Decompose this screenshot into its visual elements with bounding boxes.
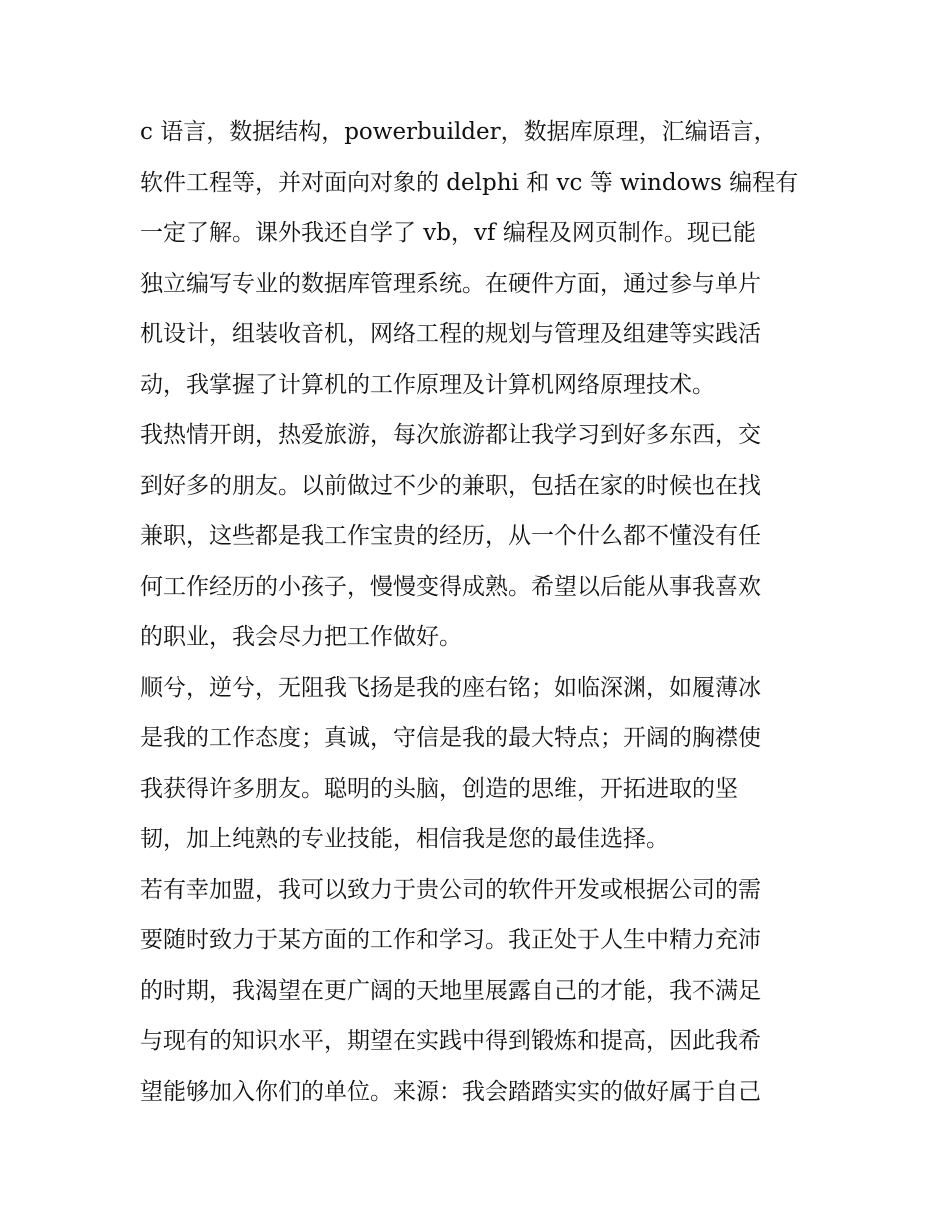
text-line: 韧，加上纯熟的专业技能，相信我是您的最佳选择。 bbox=[140, 826, 669, 852]
text-line: 独立编写专业的数据库管理系统。在硬件方面，通过参与单片 bbox=[140, 270, 761, 297]
paragraph-personality bbox=[140, 410, 820, 663]
text-line: 望能够加入你们的单位。来源：我会踏踏实实的做好属于自己 bbox=[140, 1078, 761, 1105]
text-line: 的时期，我渴望在更广阔的天地里展露自己的才能，我不满足 bbox=[140, 977, 761, 1004]
text-line: 到好多的朋友。以前做过不少的兼职，包括在家的时候也在找 bbox=[140, 472, 761, 499]
text-line: 与现有的知识水平，期望在实践中得到锻炼和提高，因此我希 bbox=[140, 1028, 761, 1054]
paragraph-skills bbox=[140, 107, 820, 410]
text-line: c 语言，数据结构，powerbuilder，数据库原理，汇编语言， bbox=[140, 119, 777, 145]
text-line: 软件工程等，并对面向对象的 delphi 和 vc 等 windows 编程有 bbox=[140, 169, 799, 196]
text-line: 兼职，这些都是我工作宝贵的经历，从一个什么都不懂没有任 bbox=[140, 523, 761, 549]
text-line: 若有幸加盟，我可以致力于贵公司的软件开发或根据公司的需 bbox=[140, 876, 761, 903]
text-line: 一定了解。课外我还自学了 vb，vf 编程及网页制作。现已能 bbox=[140, 220, 756, 246]
text-line: 动，我掌握了计算机的工作原理及计算机网络原理技术。 bbox=[140, 371, 715, 398]
document-body bbox=[140, 107, 820, 1117]
text-line: 何工作经历的小孩子，慢慢变得成熟。希望以后能从事我喜欢 bbox=[140, 573, 761, 600]
paragraph-aspiration bbox=[140, 865, 820, 1118]
text-line: 我热情开朗，热爱旅游，每次旅游都让我学习到好多东西，交 bbox=[140, 422, 761, 448]
text-line: 要随时致力于某方面的工作和学习。我正处于人生中精力充沛 bbox=[140, 927, 761, 953]
paragraph-motto bbox=[140, 663, 820, 865]
text-line: 的职业，我会尽力把工作做好。 bbox=[140, 624, 462, 650]
text-line: 我获得许多朋友。聪明的头脑，创造的思维，开拓进取的坚 bbox=[140, 775, 738, 802]
text-line: 机设计，组装收音机，网络工程的规划与管理及组建等实践活 bbox=[140, 321, 761, 347]
text-line: 顺兮，逆兮，无阻我飞扬是我的座右铭；如临深渊，如履薄冰 bbox=[140, 674, 761, 701]
text-line: 是我的工作态度；真诚，守信是我的最大特点；开阔的胸襟使 bbox=[140, 725, 761, 751]
